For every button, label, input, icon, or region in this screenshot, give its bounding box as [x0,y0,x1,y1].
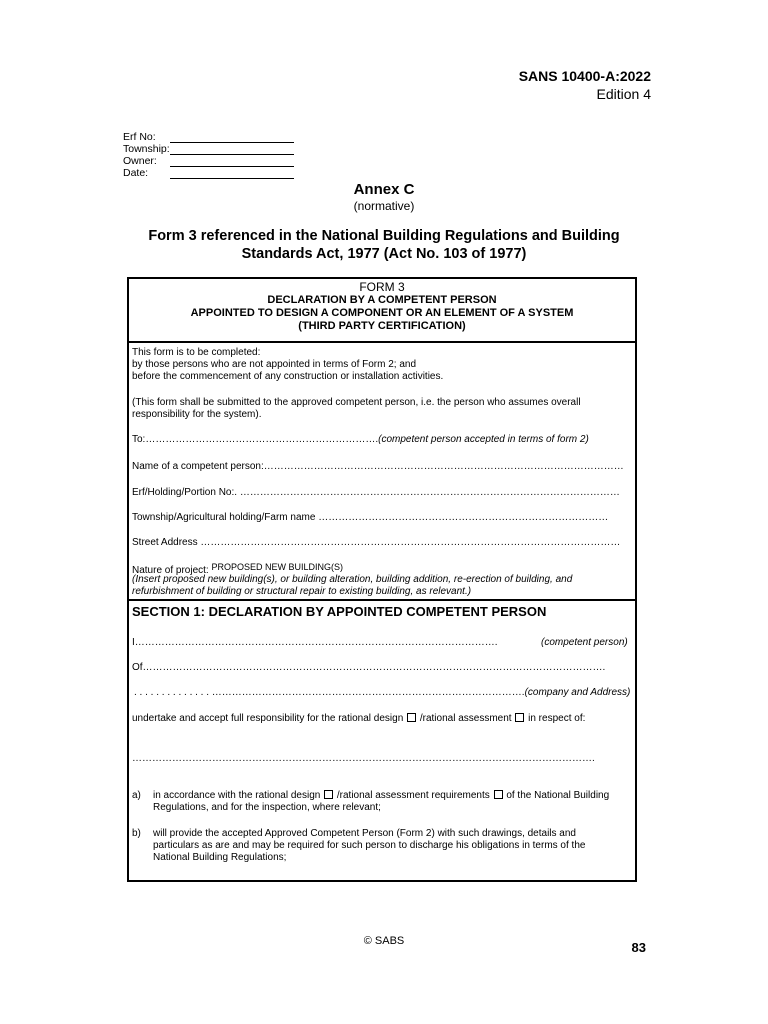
annex-subtitle: (normative) [353,199,415,213]
blank-line [170,157,294,167]
form-line2: APPOINTED TO DESIGN A COMPONENT OR AN ELEMENT OF A SYSTEM [190,307,574,319]
item-b-line1: will provide the accepted Approved Competent Person (Form 2) with such drawings, details and [153,828,576,839]
undertake-line: undertake and accept full responsibility for the rational design /rational assessment in respect of: [132,713,586,724]
item-b-line2: particulars as are and may be required for such person to discharge his obligations in terms of the [153,840,586,851]
page-number: 83 [631,940,646,955]
form-line1: DECLARATION BY A COMPETENT PERSON [267,294,497,306]
checkbox-icon[interactable] [324,790,333,799]
township-field: Township: [123,143,294,155]
to-line: To:…………………………………………………………….(competent person accepted in terms of form 2) [132,434,589,445]
i-note: (competent person) [541,637,628,648]
instruction-note-2: responsibility for the system). [132,409,262,420]
owner-field: Owner: [123,155,294,167]
erf-no-field: Erf No: [123,131,294,143]
item-b-line3: National Building Regulations; [153,852,287,863]
company-line: . . . . . . . . . . . . . . ………………………………………………………………………………….(company and Address) [134,687,631,698]
section1-title: SECTION 1: DECLARATION BY APPOINTED COMPETENT PERSON [132,604,547,619]
main-heading: Form 3 referenced in the National Building Regulations and Building Standards Act, 1977 (Act No. 103 of 1977) [148,228,620,262]
item-b-label: b) [132,828,141,839]
blank-line [170,169,294,179]
item-a-line1: in accordance with the rational design /rational assessment requirements of the National Building [153,790,610,801]
blank-line [170,145,294,155]
edition-label: Edition 4 [596,86,651,102]
property-fields [123,131,294,179]
item-a-label: a) [132,790,141,801]
instruction-2: by those persons who are not appointed in terms of Form 2; and [132,359,417,370]
form-title: FORM 3 [359,280,405,294]
competent-name-line: Name of a competent person:……………………………………………………………………………………………… [132,461,624,472]
instruction-3: before the commencement of any construction or installation activities. [132,371,444,382]
divider [129,599,635,601]
nature-note-1: (Insert proposed new building(s), or building alteration, building addition, re-erection of building, and [132,574,573,585]
township-line: Township/Agricultural holding/Farm name …………………………………………………………………………… [132,512,609,523]
checkbox-icon[interactable] [407,713,416,722]
street-address-line: Street Address ……………………………………………………………………………………………………………… [132,537,621,548]
instruction-1: This form is to be completed: [132,347,261,358]
date-field: Date: [123,167,294,179]
checkbox-icon[interactable] [515,713,524,722]
item-a-line2: Regulations, and for the inspection, where relevant; [153,802,381,813]
nature-note-2: refurbishment of building or structural repair to existing building, as relevant.) [132,586,472,597]
form-line3: (THIRD PARTY CERTIFICATION) [298,320,466,332]
standard-number: SANS 10400-A:2022 [518,68,651,84]
checkbox-icon[interactable] [494,790,503,799]
form-header [129,281,635,333]
instruction-note-1: (This form shall be submitted to the approved competent person, i.e. the person who assumes overall [132,397,581,408]
annex-title: Annex C [353,181,415,198]
nature-of-project: Nature of project: PROPOSED NEW BUILDING(S) [132,562,344,576]
divider [129,341,635,343]
copyright: © SABS [363,935,405,947]
i-line: I………………………………………………………………………………………………. [132,637,498,648]
erf-holding-line: Erf/Holding/Portion No:. …………………………………………………………………………………………………… [132,487,620,498]
blank-line [170,133,294,143]
of-line: Of…………………………………………………………………………………………………………………………. [132,662,606,673]
blank-dotted-line: …………………………………………………………………………………………………………………………. [132,753,595,764]
